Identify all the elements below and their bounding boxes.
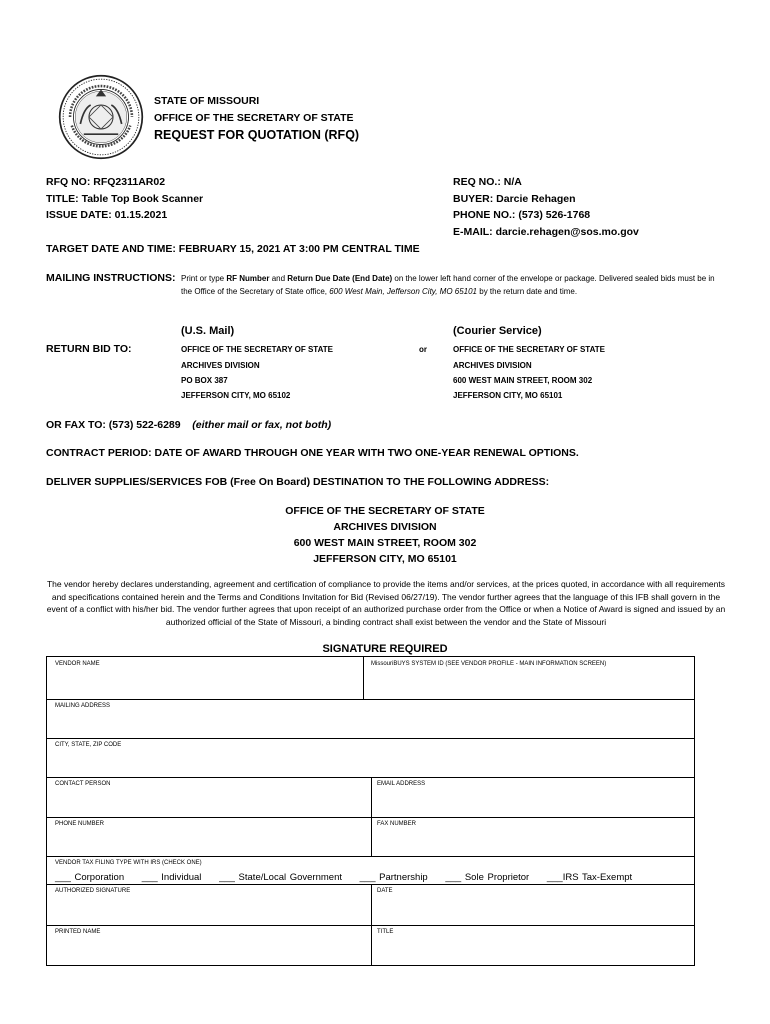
tax-option-corporation[interactable]: ___ Corporation [55,872,125,883]
courier-header: (Courier Service) [453,325,542,337]
buyer-phone: PHONE NO.: (573) 526-1768 [453,209,591,221]
us-mail-line: JEFFERSON CITY, MO 65102 [181,391,291,400]
deliver-address: OFFICE OF THE SECRETARY OF STATE ARCHIVES DIVISION 600 WEST MAIN STREET, ROOM 302 JEFFERSON CITY, MO 65101 [285,505,485,565]
vendor-name-field[interactable]: VENDOR NAME [55,661,100,667]
req-number: REQ NO.: N/A [453,176,522,188]
date-field[interactable]: DATE [377,888,393,894]
or-label: or [419,345,427,354]
us-mail-line: OFFICE OF THE SECRETARY OF STATE [181,345,334,354]
contract-period: CONTRACT PERIOD: DATE OF AWARD THROUGH ONE YEAR WITH TWO ONE-YEAR RENEWAL OPTIONS. [46,447,579,459]
email-address-field[interactable]: EMAIL ADDRESS [377,781,426,787]
buyer-email[interactable]: E-MAIL: darcie.rehagen@sos.mo.gov [453,226,639,238]
missouri-state-seal [58,74,144,160]
courier-line: JEFFERSON CITY, MO 65101 [453,391,563,400]
mailing-address-field[interactable]: MAILING ADDRESS [55,703,111,709]
us-mail-line: ARCHIVES DIVISION [181,361,260,370]
rfq-number: RFQ NO: RFQ2311AR02 [46,176,166,188]
tax-option-sole-proprietor[interactable]: ___ Sole Proprietor [445,872,530,883]
tax-option-partnership[interactable]: ___ Partnership [359,872,428,883]
fax-number-field[interactable]: FAX NUMBER [377,821,417,827]
office-name: OFFICE OF THE SECRETARY OF STATE [154,112,354,124]
state-name: STATE OF MISSOURI [154,95,260,107]
issue-date: ISSUE DATE: 01.15.2021 [46,209,168,221]
phone-number-field[interactable]: PHONE NUMBER [55,821,105,827]
target-date: TARGET DATE AND TIME: FEBRUARY 15, 2021 AT 3:00 PM CENTRAL TIME [46,243,420,255]
tax-option-irs-exempt[interactable]: ___IRS Tax-Exempt [546,872,633,883]
tax-option-individual[interactable]: ___ Individual [141,872,202,883]
rfq-title: TITLE: Table Top Book Scanner [46,193,204,205]
vendor-declaration: The vendor hereby declares understanding, agreement and certification of compliance to provide the items and/or services, at the prices quoted, in accordance with all requirements and specifications contained herein and the Terms and Conditions Invitation for Bid (Revised 06/27/19). The vendor further agrees that the language of this IFB shall govern in the event of a conflict with his/her bid. The vendor further agrees that upon receipt of an authorized purchase order from the Office or when a Notice of Award is signed and issued by an authorized official of the State of Missouri, a binding contract shall exist between the vendor and the State of Missouri [46,579,726,627]
authorized-signature-field[interactable]: AUTHORIZED SIGNATURE [55,888,131,894]
document-title: REQUEST FOR QUOTATION (RFQ) [154,128,360,142]
return-bid-label: RETURN BID TO: [46,343,132,355]
mailing-instructions-label: MAILING INSTRUCTIONS: [46,272,176,284]
contact-person-field[interactable]: CONTACT PERSON [55,781,111,787]
vendor-signature-form [46,656,695,966]
title-field[interactable]: TITLE [377,929,394,935]
tax-filing-options [55,872,646,883]
signature-required-heading: SIGNATURE REQUIRED [322,643,448,655]
missouribuys-id-field[interactable]: MissouriBUYS SYSTEM ID (SEE VENDOR PROFILE - MAIN INFORMATION SCREEN) [371,661,607,667]
tax-filing-type-label: VENDOR TAX FILING TYPE WITH IRS (CHECK ONE) [55,860,202,866]
us-mail-line: PO BOX 387 [181,376,228,385]
buyer: BUYER: Darcie Rehagen [453,193,576,205]
printed-name-field[interactable]: PRINTED NAME [55,929,101,935]
courier-line: ARCHIVES DIVISION [453,361,532,370]
city-state-zip-field[interactable]: CITY, STATE, ZIP CODE [55,742,122,748]
tax-option-government[interactable]: ___ State/Local Government [219,872,342,883]
fax-line: OR FAX TO: (573) 522-6289 (either mail or fax, not both) [46,419,332,431]
courier-line: 600 WEST MAIN STREET, ROOM 302 [453,376,593,385]
deliver-instructions: DELIVER SUPPLIES/SERVICES FOB (Free On Board) DESTINATION TO THE FOLLOWING ADDRESS: [46,476,550,488]
courier-line: OFFICE OF THE SECRETARY OF STATE [453,345,606,354]
mailing-instructions-text: Print or type RF Number and Return Due Date (End Date) on the lower left hand corner of the envelope or package. Delivered sealed bids must be in the Office of the Secretary of State office, 600 West Main, Jefferson City, MO 65101 by the return date and time. [181,274,715,296]
us-mail-header: (U.S. Mail) [181,325,235,337]
